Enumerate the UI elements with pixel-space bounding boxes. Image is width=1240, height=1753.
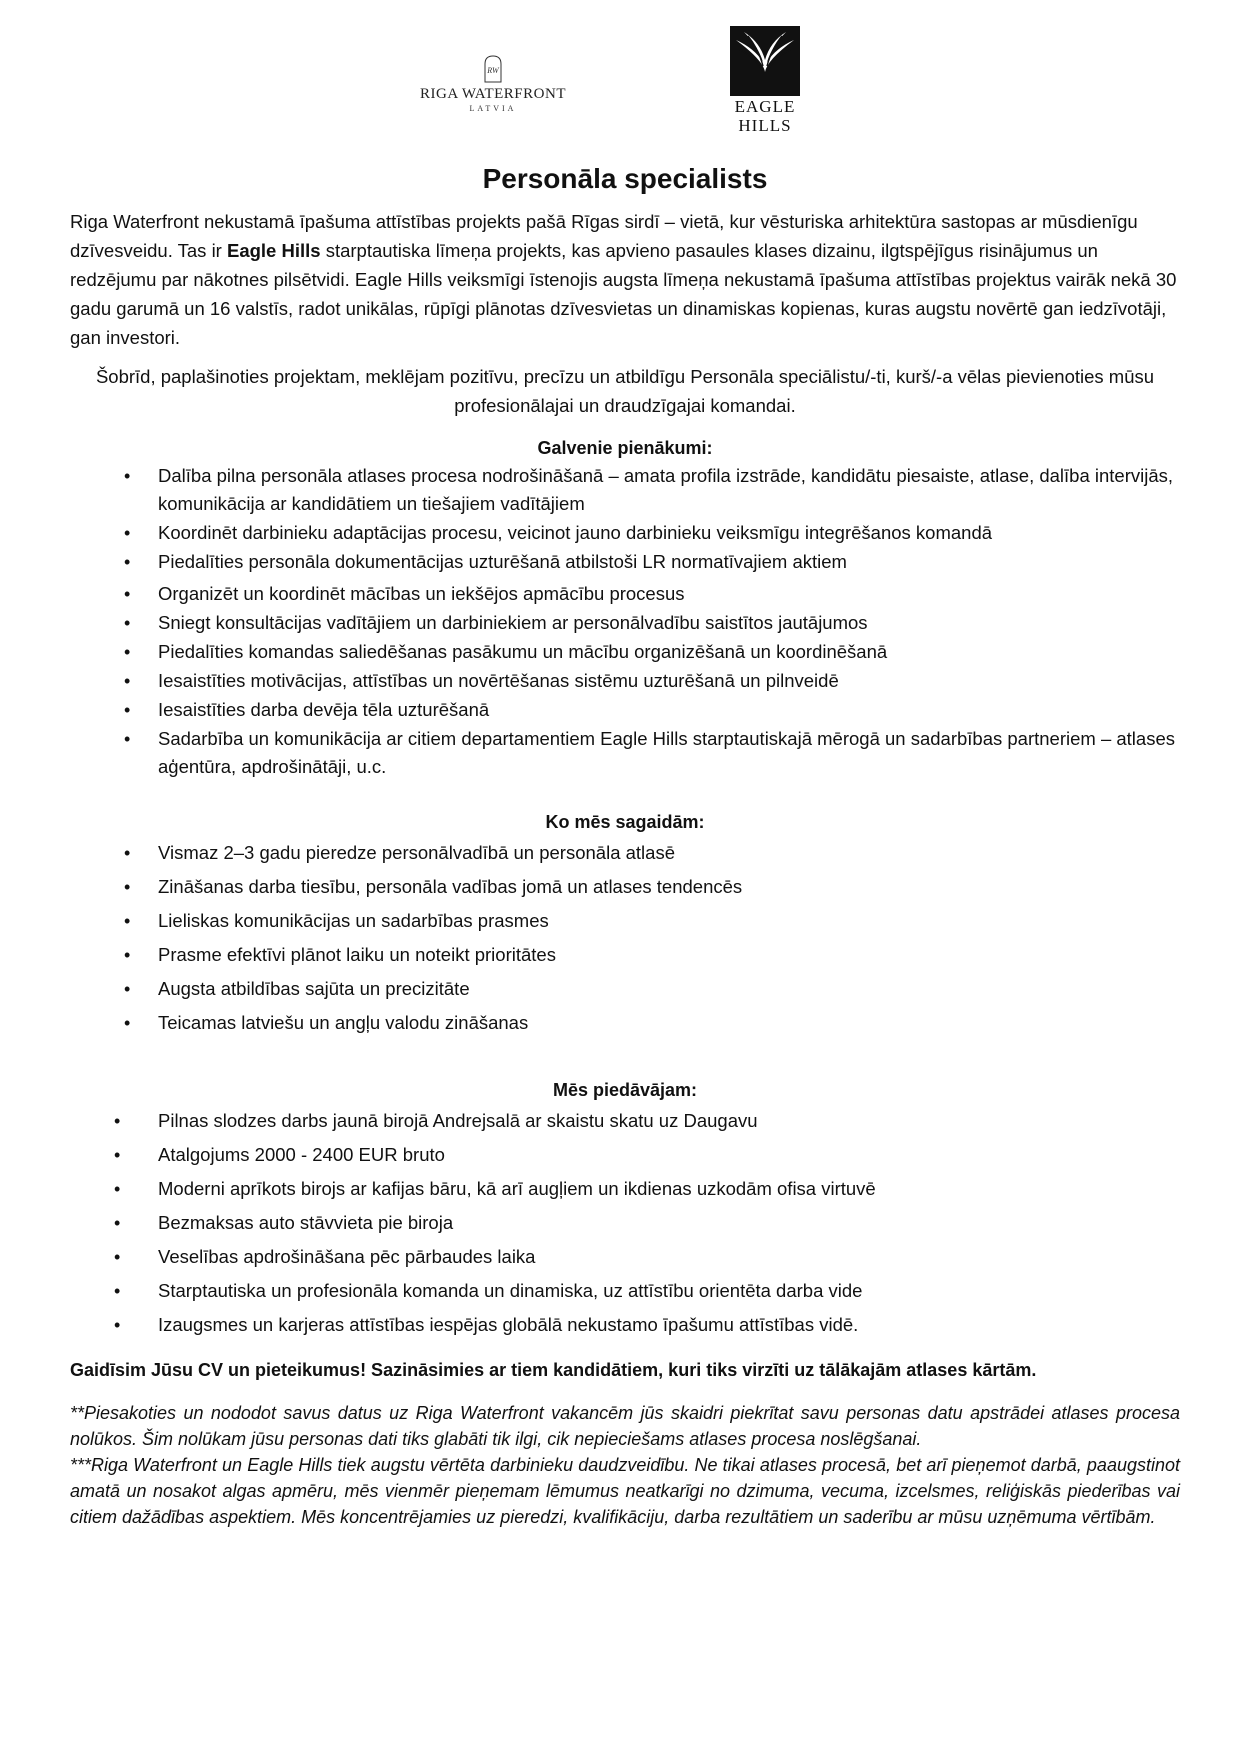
job-title: Personāla specialists (482, 163, 768, 194)
duties-list (70, 462, 1180, 781)
invitation-paragraph: Šobrīd, paplašinoties projektam, meklējam pozitīvu, precīzu un atbildīgu Personāla speciālistu/-ti, kurš/-a vēlas pievienoties mūsu profesionālajai un draudzīgajai komandai. (95, 366, 1155, 416)
riga-waterfront-name: RIGA WATERFRONT (420, 86, 566, 102)
list-item: • Koordinēt darbinieku adaptācijas procesu, veicinot jauno darbinieku veiksmīgu integrēšanos komandā (70, 519, 1180, 547)
header-logos (0, 26, 1240, 136)
list-item: • Sniegt konsultācijas vadītājiem un darbiniekiem ar personālvadību saistītos jautājumos (70, 609, 1180, 637)
eagle-hills-name-line1: EAGLE (734, 97, 796, 116)
eagle-hills-name-line2: HILLS (738, 116, 792, 135)
intro-company-name: Eagle Hills (226, 240, 321, 261)
list-item: • Piedalīties komandas saliedēšanas pasākumu un mācību organizēšanā un koordinēšanā (70, 638, 1180, 666)
svg-text:RW: RW (487, 66, 499, 75)
eagle-hills-mark-icon (730, 26, 800, 96)
list-item: • Iesaistīties darba devēja tēla uzturēšanā (70, 696, 1180, 724)
riga-waterfront-logo (418, 54, 568, 113)
list-item: • Sadarbība un komunikācija ar citiem departamentiem Eagle Hills starptautiskajā mērogā un sadarbības partneriem – atlases aģentūra, apdrošinātāji, u.c. (70, 725, 1180, 781)
list-item: • Iesaistīties motivācijas, attīstības un novērtēšanas sistēmu uzturēšanā un pilnveidē (70, 667, 1180, 695)
list-item: • Starptautiska un profesionāla komanda un dinamiska, uz attīstību orientēta darba vide (70, 1274, 1180, 1308)
riga-waterfront-subtitle: LATVIA (469, 104, 517, 113)
offer-heading: Mēs piedāvājam: (552, 1080, 698, 1100)
list-item: • Veselības apdrošināšana pēc pārbaudes laika (70, 1240, 1180, 1274)
list-item: • Izaugsmes un karjeras attīstības iespējas globālā nekustamo īpašumu attīstības vidē. (70, 1308, 1180, 1342)
duties-heading: Galvenie pienākumi: (537, 438, 713, 458)
eagle-hills-logo (725, 26, 805, 134)
intro-text-start: Riga Waterfront nekustamā īpašuma attīstības projekts pašā Rīgas sirdī – vietā, kur vēsturiska arhitektūra sastopas ar mūsdienīgu dzīvesveidu. Tas ir (70, 211, 1138, 261)
list-item: • Vismaz 2–3 gadu pieredze personālvadībā un personāla atlasē (70, 836, 1180, 870)
list-item: • Piedalīties personāla dokumentācijas uzturēšanā atbilstoši LR normatīvajiem aktiem (70, 548, 1180, 576)
list-item: • Organizēt un koordinēt mācības un iekšējos apmācību procesus (70, 580, 1180, 608)
list-item: • Dalība pilna personāla atlases procesa nodrošināšanā – amata profila izstrāde, kandidātu piesaiste, atlase, dalība intervijās, komunikācija ar kandidātiem un tiešajiem vadītājiem (70, 462, 1180, 518)
intro-text-end: starptautiska līmeņa projekts, kas apvieno pasaules klases dizainu, ilgtspējīgus risinājumus un redzējumu par nākotnes pilsētvidi. Eagle Hills veiksmīgi īstenojis augsta līmeņa nekustamā īpašuma attīstības projektus vairāk nekā 30 gadu garumā un 16 valstīs, radot unikālas, rūpīgi plānotas dzīvesvietas un dinamiskas kopienas, kuras augstu novērtē gan iedzīvotāji, gan investori. (70, 240, 1177, 348)
privacy-note: **Piesakoties un nododot savus datus uz Riga Waterfront vakancēm jūs skaidri piekrītat savu personas datu apstrādei atlases procesa nolūkos. Šim nolūkam jūsu personas dati tiks glabāti tik ilgi, cik nepieciešams atlases procesa noslēgšanai. (70, 1403, 1180, 1449)
list-item: • Bezmaksas auto stāvvieta pie biroja (70, 1206, 1180, 1240)
offer-list (70, 1104, 1180, 1342)
list-item: • Augsta atbildības sajūta un precizitāte (70, 972, 1180, 1006)
list-item: • Prasme efektīvi plānot laiku un noteikt prioritātes (70, 938, 1180, 972)
list-item: • Zināšanas darba tiesību, personāla vadības jomā un atlases tendencēs (70, 870, 1180, 904)
closing-statement: Gaidīsim Jūsu CV un pieteikumus! Sazināsimies ar tiem kandidātiem, kuri tiks virzīti uz tālākajām atlases kārtām. (70, 1360, 1037, 1380)
requirements-heading: Ko mēs sagaidām: (545, 812, 705, 832)
list-item: • Moderni aprīkots birojs ar kafijas bāru, kā arī augļiem un ikdienas uzkodām ofisa virtuvē (70, 1172, 1180, 1206)
list-item: • Teicamas latviešu un angļu valodu zināšanas (70, 1006, 1180, 1040)
riga-waterfront-monogram-icon (482, 54, 504, 84)
list-item: • Pilnas slodzes darbs jaunā birojā Andrejsalā ar skaistu skatu uz Daugavu (70, 1104, 1180, 1138)
document-content (70, 163, 1180, 1530)
intro-paragraph (70, 207, 1180, 352)
diversity-note: ***Riga Waterfront un Eagle Hills tiek augstu vērtēta darbinieku daudzveidību. Ne tikai atlases procesā, bet arī pieņemot darbā, paaugstinot amatā un nosakot algas apmēru, mēs vienmēr pieņemam lēmumus neatkarīgi no dzimuma, vecuma, izcelsmes, reliģiskās piederības vai citiem dažādības aspektiem. Mēs koncentrējamies uz pieredzi, kvalifikāciju, darba rezultātiem un saderību ar mūsu uzņēmuma vērtībām. (70, 1455, 1180, 1527)
list-item: • Atalgojums 2000 - 2400 EUR bruto (70, 1138, 1180, 1172)
requirements-list (70, 836, 1180, 1040)
list-item: • Lieliskas komunikācijas un sadarbības prasmes (70, 904, 1180, 938)
